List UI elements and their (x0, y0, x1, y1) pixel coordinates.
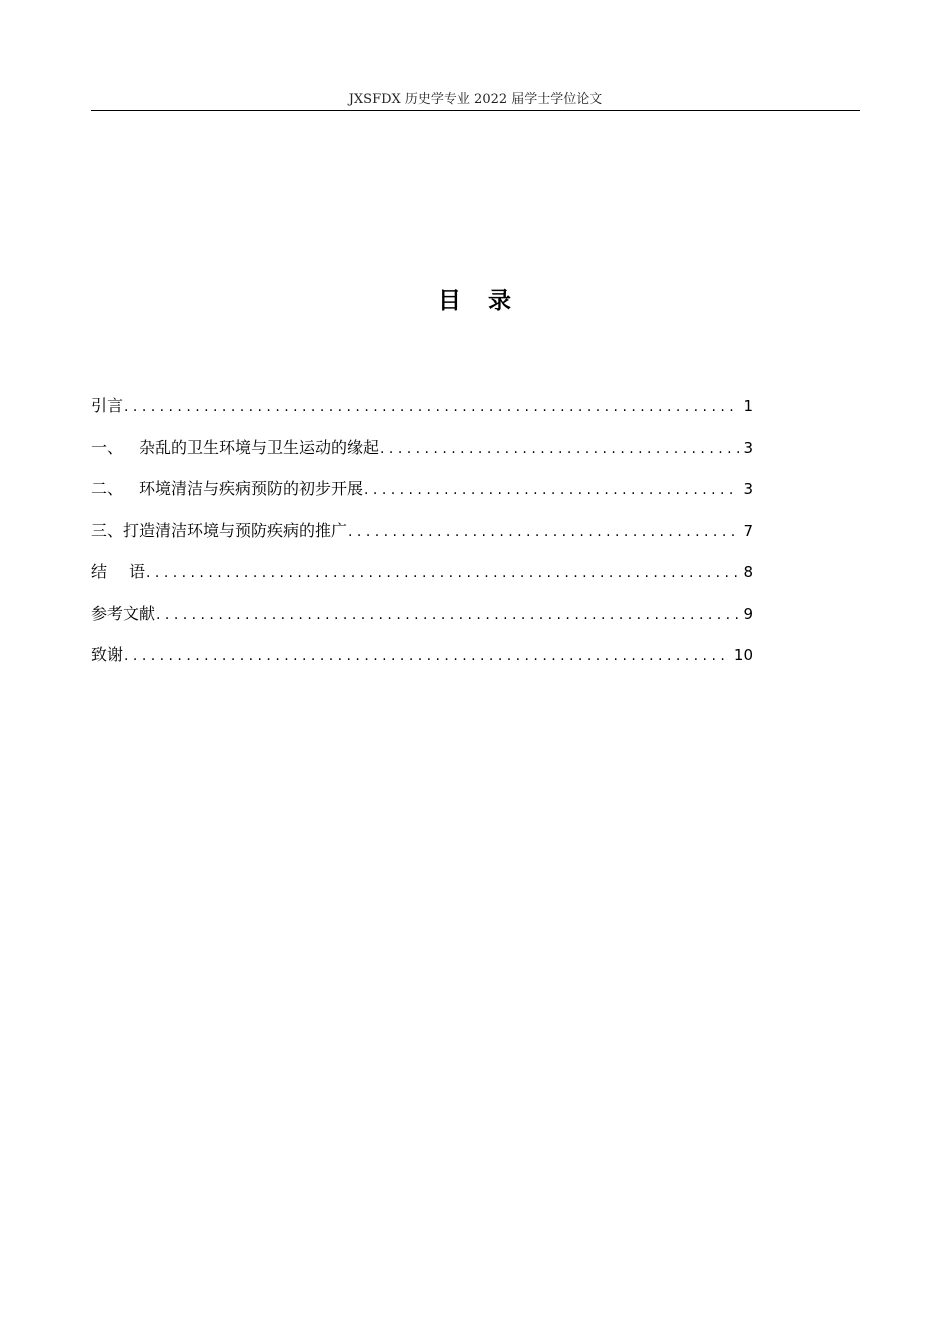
toc-entry-label-char-2: 语 (129, 562, 146, 581)
toc-entry-label: 引言 (91, 396, 124, 415)
toc-entry-page: 10 (733, 646, 753, 664)
toc-entry-introduction[interactable] (91, 392, 753, 434)
toc-dot-leader (124, 393, 739, 421)
toc-entry-title: 杂乱的卫生环境与卫生运动的缘起 (139, 437, 380, 457)
toc-dot-leader (380, 435, 739, 463)
page-header (91, 90, 860, 111)
toc-entry-number: 一、 (91, 437, 124, 457)
toc-dot-leader (146, 559, 739, 587)
toc-entry-references[interactable] (91, 600, 753, 642)
toc-entry-label (91, 434, 379, 462)
toc-entry-title: 环境清洁与疾病预防的初步开展 (139, 479, 364, 498)
toc-entry-label: 致谢 (91, 645, 124, 664)
toc-entry-chapter-3[interactable] (91, 517, 753, 559)
toc-entry-label-char-1: 结 (91, 562, 130, 581)
toc-entry-label (91, 558, 145, 586)
toc-dot-leader (364, 476, 739, 504)
toc-dot-leader (348, 518, 739, 546)
toc-entry-page: 3 (743, 480, 753, 498)
toc-entry-page: 1 (743, 397, 753, 415)
toc-entry-page: 3 (743, 438, 753, 457)
toc-entry-number: 二、 (91, 479, 124, 498)
toc-entry-page: 8 (743, 563, 753, 581)
toc-dot-leader (156, 601, 739, 629)
table-of-contents (91, 392, 753, 683)
toc-entry-label: 三、打造清洁环境与预防疾病的推广 (91, 520, 348, 540)
toc-title (0, 284, 950, 318)
toc-title-char-2: 录 (488, 288, 512, 314)
toc-entry-page: 7 (743, 521, 753, 540)
toc-entry-chapter-2[interactable] (91, 475, 753, 517)
toc-entry-label (91, 475, 363, 503)
toc-entry-acknowledgements[interactable] (91, 641, 753, 683)
toc-entry-conclusion[interactable] (91, 558, 753, 600)
toc-entry-chapter-1[interactable] (91, 434, 753, 476)
toc-title-char-1: 目 (438, 288, 462, 314)
toc-entry-page: 9 (743, 604, 753, 623)
toc-entry-label: 参考文献 (91, 603, 156, 623)
toc-dot-leader (124, 642, 730, 670)
header-text: JXSFDX 历史学专业 2022 届学士学位论文 (348, 92, 603, 107)
